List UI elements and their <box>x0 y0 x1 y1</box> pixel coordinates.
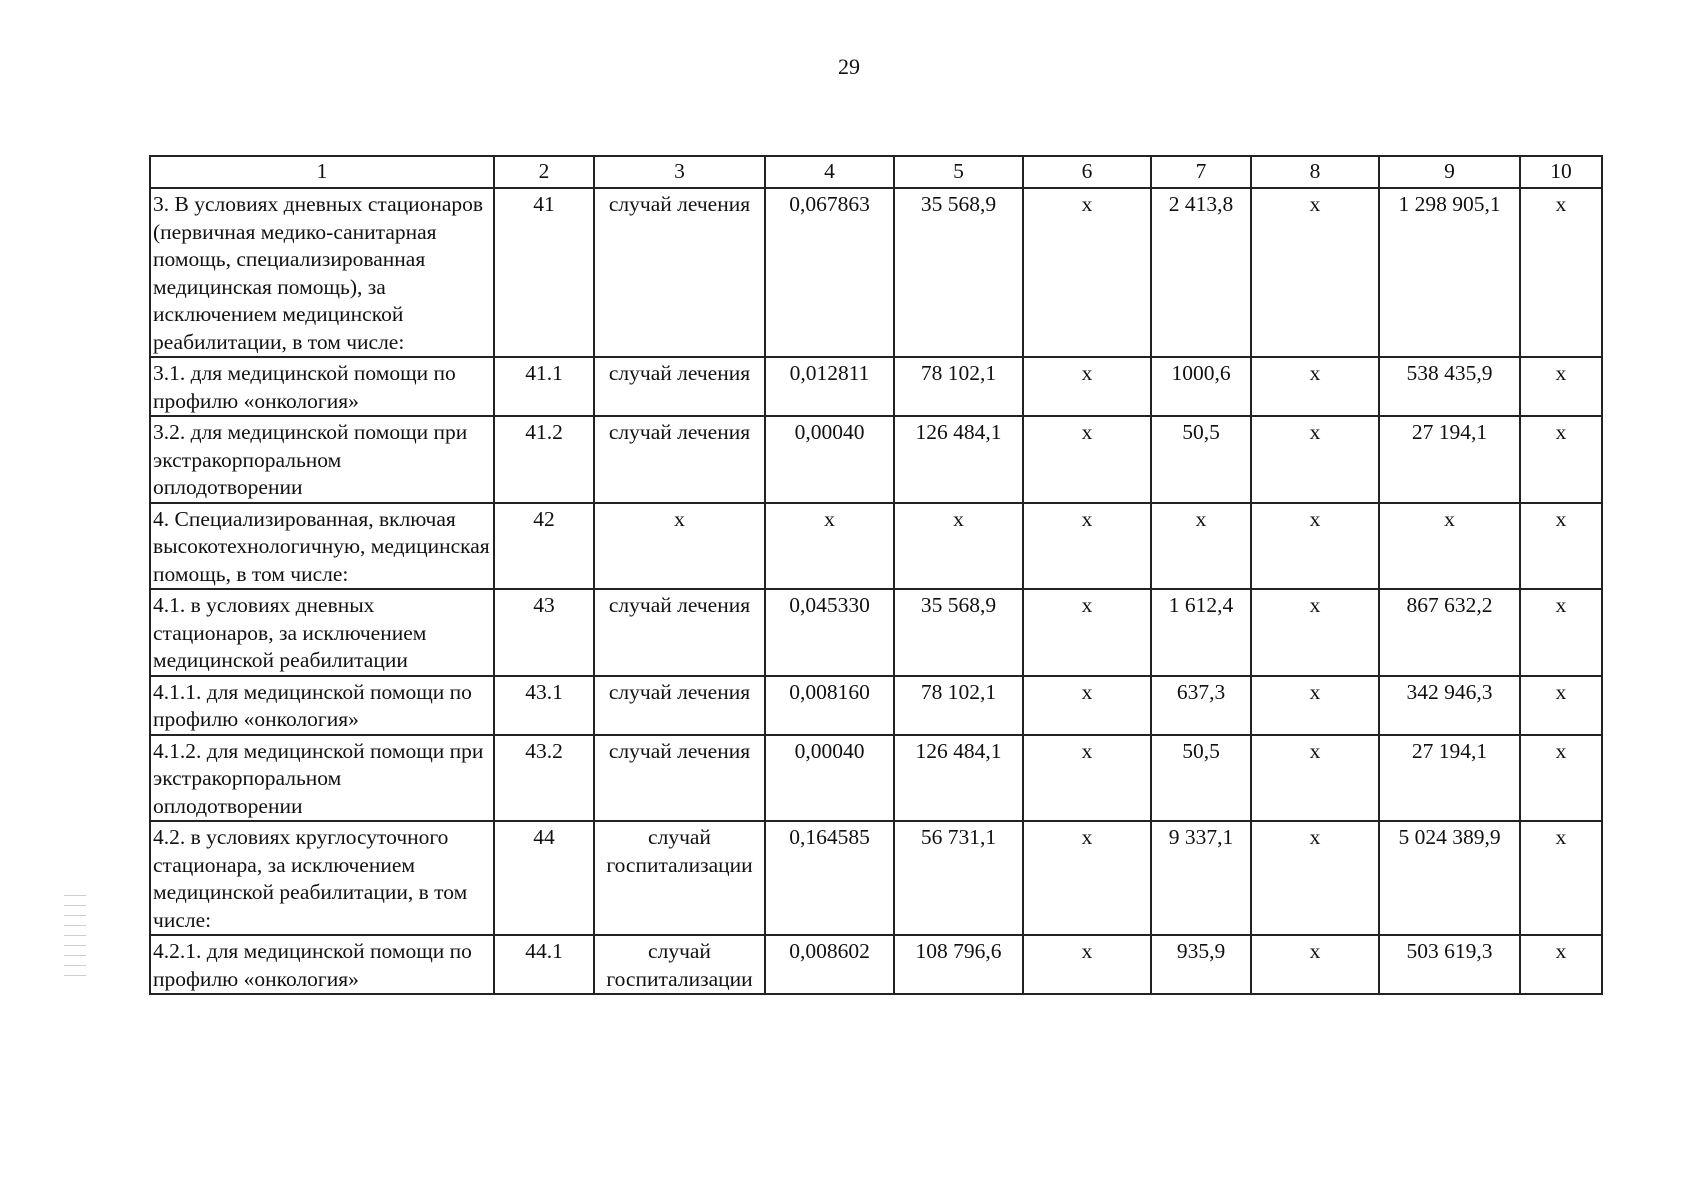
column-header: 4 <box>765 156 894 188</box>
table-cell: 867 632,2 <box>1379 589 1520 676</box>
unit-cell: случай лечения <box>594 676 765 735</box>
table-cell: 2 413,8 <box>1151 188 1251 357</box>
table-cell: 78 102,1 <box>894 676 1023 735</box>
table-cell: х <box>1379 503 1520 590</box>
row-label: 4.1.1. для медицинской помощи по профилю «онкология» <box>150 676 494 735</box>
table-cell: 27 194,1 <box>1379 735 1520 822</box>
table-cell: 0,00040 <box>765 735 894 822</box>
table-cell: 1000,6 <box>1151 357 1251 416</box>
column-header: 5 <box>894 156 1023 188</box>
table-cell: х <box>1251 589 1379 676</box>
table-cell: х <box>1520 188 1602 357</box>
table-cell: 0,012811 <box>765 357 894 416</box>
column-header: 6 <box>1023 156 1151 188</box>
table-row <box>150 503 1602 590</box>
data-table <box>149 155 1603 995</box>
unit-cell: случай госпитализации <box>594 821 765 935</box>
table-cell: х <box>1520 821 1602 935</box>
row-code: 41 <box>494 188 594 357</box>
table-cell: х <box>765 503 894 590</box>
table-cell: 56 731,1 <box>894 821 1023 935</box>
row-label: 4.2. в условиях круглосуточного стационара, за исключением медицинской реабилитации, в том числе: <box>150 821 494 935</box>
table-cell: х <box>1023 188 1151 357</box>
unit-cell: случай госпитализации <box>594 935 765 994</box>
table-cell: х <box>1520 676 1602 735</box>
table-cell: 27 194,1 <box>1379 416 1520 503</box>
table-row <box>150 735 1602 822</box>
table-cell: 35 568,9 <box>894 589 1023 676</box>
row-label: 4.2.1. для медицинской помощи по профилю «онкология» <box>150 935 494 994</box>
table-cell: х <box>1023 357 1151 416</box>
row-code: 41.1 <box>494 357 594 416</box>
column-header: 7 <box>1151 156 1251 188</box>
row-label: 3. В условиях дневных стационаров (первичная медико-санитарная помощь, специализированная медицинская помощь), за исключением медицинской реабилитации, в том числе: <box>150 188 494 357</box>
table-row <box>150 416 1602 503</box>
table-cell: 108 796,6 <box>894 935 1023 994</box>
table-cell: х <box>1023 735 1151 822</box>
row-code: 43 <box>494 589 594 676</box>
column-header: 8 <box>1251 156 1379 188</box>
table-cell: 0,008602 <box>765 935 894 994</box>
table-cell: х <box>1251 935 1379 994</box>
unit-cell: случай лечения <box>594 188 765 357</box>
row-code: 44 <box>494 821 594 935</box>
table-row <box>150 676 1602 735</box>
table-row <box>150 357 1602 416</box>
table-cell: 0,00040 <box>765 416 894 503</box>
row-code: 43.2 <box>494 735 594 822</box>
column-header: 9 <box>1379 156 1520 188</box>
table-cell: 0,045330 <box>765 589 894 676</box>
table-cell: 1 298 905,1 <box>1379 188 1520 357</box>
table-cell: х <box>1251 416 1379 503</box>
table-row <box>150 821 1602 935</box>
table-cell: х <box>1023 821 1151 935</box>
table-cell: х <box>894 503 1023 590</box>
row-label: 3.2. для медицинской помощи при экстракорпоральном оплодотворении <box>150 416 494 503</box>
table-cell: х <box>1251 503 1379 590</box>
unit-cell: случай лечения <box>594 589 765 676</box>
row-label: 4.1. в условиях дневных стационаров, за исключением медицинской реабилитации <box>150 589 494 676</box>
table-cell: х <box>1520 503 1602 590</box>
table-cell: 637,3 <box>1151 676 1251 735</box>
table-cell: х <box>1023 935 1151 994</box>
table-cell: х <box>1251 357 1379 416</box>
table-cell: 78 102,1 <box>894 357 1023 416</box>
column-header: 1 <box>150 156 494 188</box>
table-row <box>150 935 1602 994</box>
table-cell: 0,008160 <box>765 676 894 735</box>
table-cell: х <box>1151 503 1251 590</box>
table-cell: 0,164585 <box>765 821 894 935</box>
table-cell: 9 337,1 <box>1151 821 1251 935</box>
unit-cell: случай лечения <box>594 735 765 822</box>
table-row <box>150 188 1602 357</box>
column-header: 10 <box>1520 156 1602 188</box>
table-cell: 126 484,1 <box>894 416 1023 503</box>
page-number: 29 <box>838 54 860 79</box>
row-code: 41.2 <box>494 416 594 503</box>
table-cell: 50,5 <box>1151 735 1251 822</box>
table-cell: 35 568,9 <box>894 188 1023 357</box>
table-cell: х <box>1251 676 1379 735</box>
column-header: 2 <box>494 156 594 188</box>
row-label: 4. Специализированная, включая высокотехнологичную, медицинская помощь, в том числе: <box>150 503 494 590</box>
table-cell: 342 946,3 <box>1379 676 1520 735</box>
table-cell: х <box>1520 735 1602 822</box>
unit-cell: х <box>594 503 765 590</box>
row-label: 3.1. для медицинской помощи по профилю «онкология» <box>150 357 494 416</box>
table-cell: х <box>1023 503 1151 590</box>
table-cell: х <box>1251 188 1379 357</box>
table-row <box>150 589 1602 676</box>
row-code: 43.1 <box>494 676 594 735</box>
unit-cell: случай лечения <box>594 357 765 416</box>
table-cell: 1 612,4 <box>1151 589 1251 676</box>
table-cell: х <box>1023 416 1151 503</box>
row-code: 44.1 <box>494 935 594 994</box>
table-cell: 5 024 389,9 <box>1379 821 1520 935</box>
row-code: 42 <box>494 503 594 590</box>
table-cell: 935,9 <box>1151 935 1251 994</box>
column-header: 3 <box>594 156 765 188</box>
table-cell: х <box>1520 935 1602 994</box>
table-cell: х <box>1520 589 1602 676</box>
table-cell: 503 619,3 <box>1379 935 1520 994</box>
table-cell: 538 435,9 <box>1379 357 1520 416</box>
table-header-row <box>150 156 1602 188</box>
table-cell: 50,5 <box>1151 416 1251 503</box>
table-cell: х <box>1520 416 1602 503</box>
table-cell: х <box>1023 589 1151 676</box>
table-cell: х <box>1251 735 1379 822</box>
table-cell: х <box>1520 357 1602 416</box>
table-cell: х <box>1251 821 1379 935</box>
table-cell: 0,067863 <box>765 188 894 357</box>
row-label: 4.1.2. для медицинской помощи при экстракорпоральном оплодотворении <box>150 735 494 822</box>
table-cell: х <box>1023 676 1151 735</box>
scan-margin-marks <box>64 895 86 985</box>
unit-cell: случай лечения <box>594 416 765 503</box>
table-cell: 126 484,1 <box>894 735 1023 822</box>
